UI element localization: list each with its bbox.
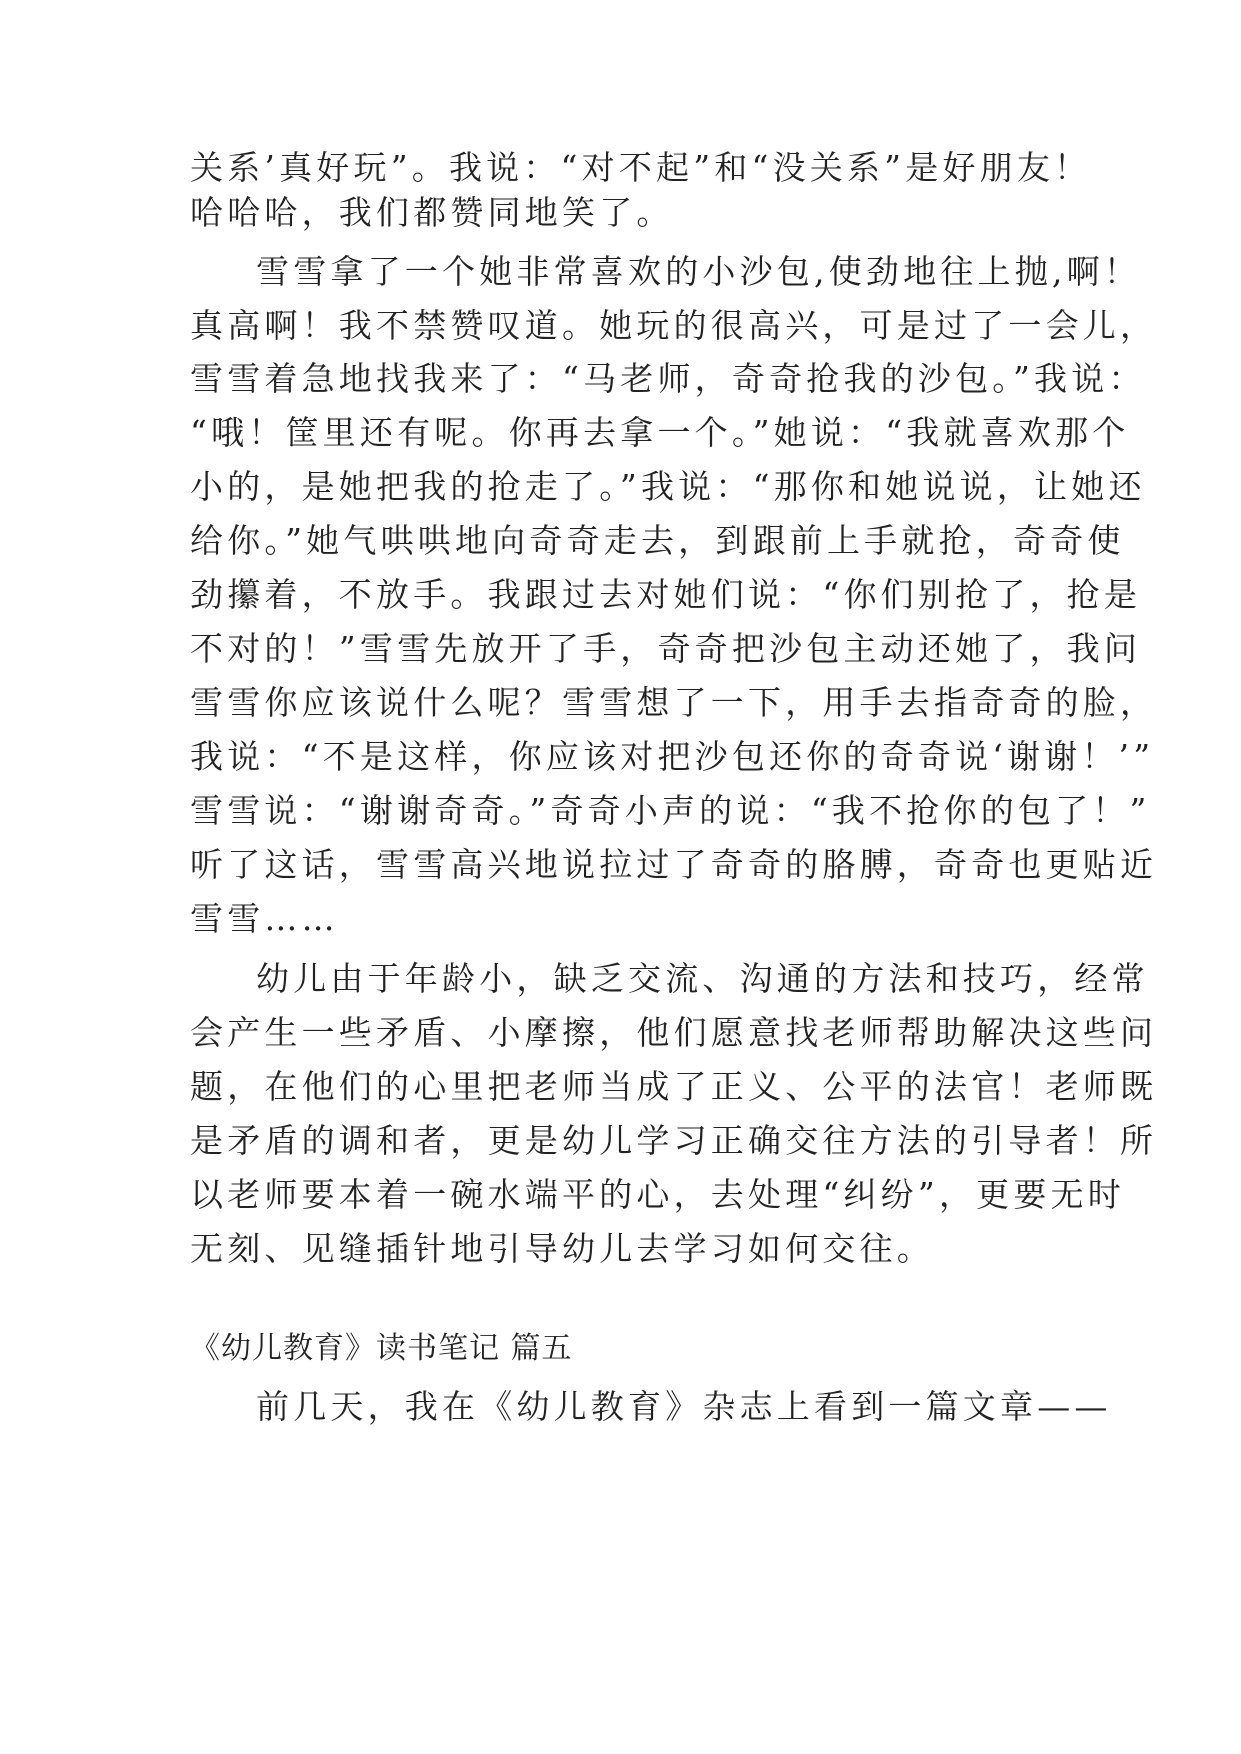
paragraph-first-line: 前几天，我在《幼儿教育》杂志上看到一篇文章—— xyxy=(256,1387,1112,1426)
text-line: 真高啊！我不禁赞叹道。她玩的很高兴，可是过了一会儿， xyxy=(190,306,1158,345)
text-line: 听了这话，雪雪高兴地说拉过了奇奇的胳膊，奇奇也更贴近 xyxy=(190,845,1158,884)
text-line: 雪雪…… xyxy=(190,899,339,938)
text-line: 小的，是她把我的抢走了。”我说：“那你和她说说，让她还 xyxy=(190,467,1146,506)
text-line: 哈哈哈，我们都赞同地笑了。 xyxy=(190,193,674,232)
text-line: 关系’真好玩”。我说：“对不起”和“没关系”是好朋友！ xyxy=(190,148,1092,187)
text-line: 我说：“不是这样，你应该对把沙包还你的奇奇说‘谢谢！’” xyxy=(190,737,1155,776)
text-line: 雪雪说：“谢谢奇奇。”奇奇小声的说：“我不抢你的包了！” xyxy=(190,791,1151,830)
paragraph-first-line: 幼儿由于年龄小，缺乏交流、沟通的方法和技巧，经常 xyxy=(256,959,1149,998)
section-heading: 《幼儿教育》读书笔记 篇五 xyxy=(190,1331,573,1366)
text-line: 无刻、见缝插针地引导幼儿去学习如何交往。 xyxy=(190,1229,934,1268)
text-line: 雪雪你应该说什么呢？雪雪想了一下，用手去指奇奇的脸， xyxy=(190,683,1158,722)
text-line: 是矛盾的调和者，更是幼儿学习正确交往方法的引导者！所 xyxy=(190,1121,1158,1160)
paragraph-first-line: 雪雪拿了一个她非常喜欢的小沙包,使劲地往上抛,啊！ xyxy=(256,252,1141,291)
text-line: 雪雪着急地找我来了：“马老师，奇奇抢我的沙包。”我说： xyxy=(190,359,1146,398)
text-line: 给你。”她气哄哄地向奇奇走去，到跟前上手就抢，奇奇使 xyxy=(190,521,1125,560)
text-line: 不对的！”雪雪先放开了手，奇奇把沙包主动还她了，我问 xyxy=(190,629,1142,668)
text-line: 题，在他们的心里把老师当成了正义、公平的法官！老师既 xyxy=(190,1067,1158,1106)
text-line: 以老师要本着一碗水端平的心，去处理“纠纷”，更要无时 xyxy=(190,1175,1125,1214)
text-line: 劲攥着，不放手。我跟过去对她们说：“你们别抢了，抢是 xyxy=(190,575,1142,614)
text-line: 会产生一些矛盾、小摩擦，他们愿意找老师帮助解决这些问 xyxy=(190,1013,1158,1052)
text-line: “哦！筐里还有呢。你再去拿一个。”她说：“我就喜欢那个 xyxy=(190,413,1130,452)
